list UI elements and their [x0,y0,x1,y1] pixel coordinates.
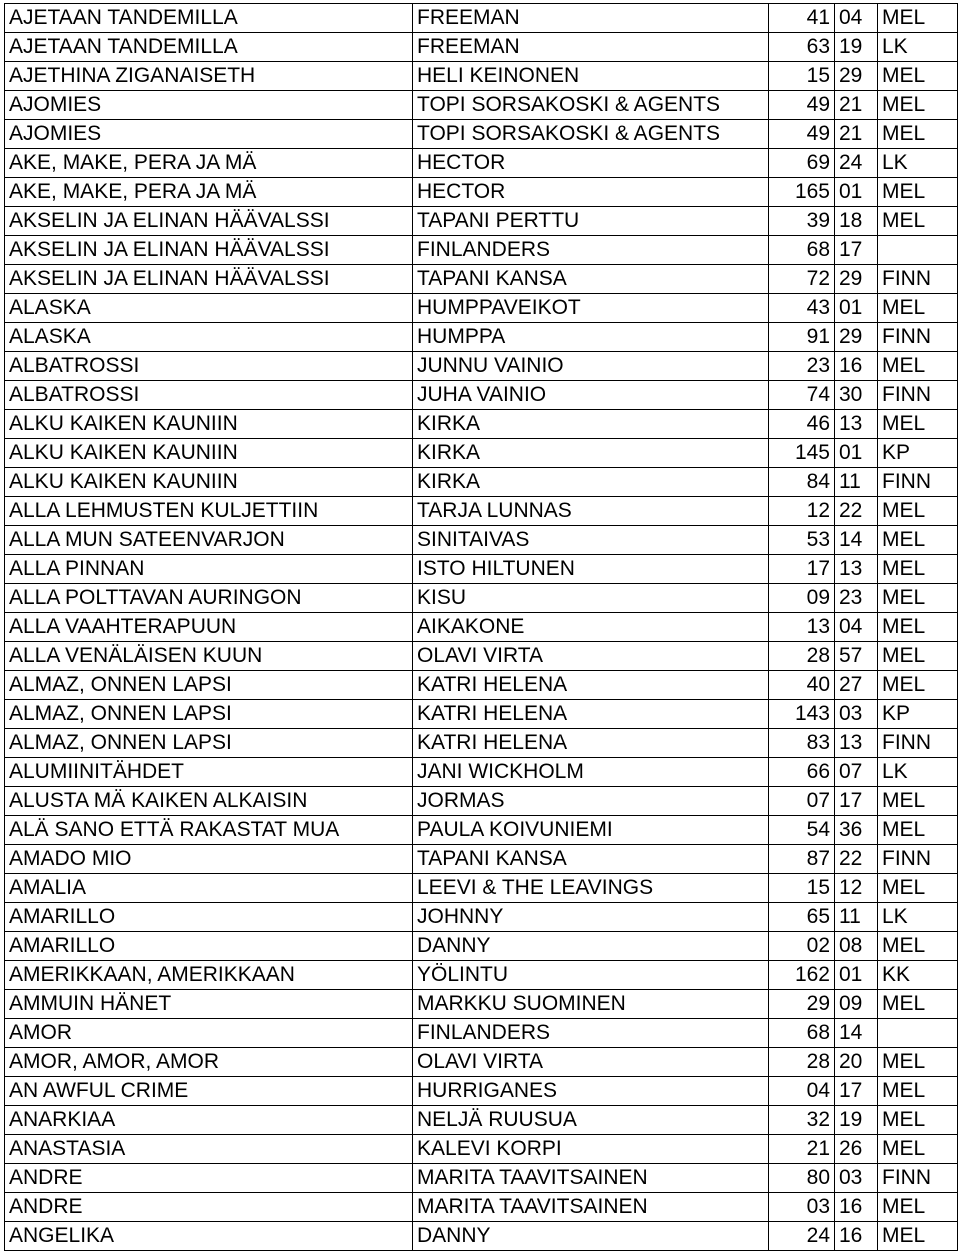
song-title-cell: AMADO MIO [5,845,413,874]
track-number-cell: 14 [835,526,878,555]
source-cell: MEL [878,1222,958,1251]
artist-cell: HECTOR [413,149,769,178]
table-row [5,1135,958,1164]
artist-cell: LEEVI & THE LEAVINGS [413,874,769,903]
volume-number-cell: 09 [769,584,835,613]
volume-number-cell: 66 [769,758,835,787]
table-row [5,1193,958,1222]
artist-cell: HUMPPAVEIKOT [413,294,769,323]
song-title-cell: AKE, MAKE, PERA JA MÄ [5,178,413,207]
track-number-cell: 13 [835,555,878,584]
track-number-cell: 01 [835,961,878,990]
track-number-cell: 27 [835,671,878,700]
volume-number-cell: 12 [769,497,835,526]
volume-number-cell: 49 [769,120,835,149]
table-row [5,555,958,584]
song-title-cell: ALÄ SANO ETTÄ RAKASTAT MUA [5,816,413,845]
volume-number-cell: 41 [769,4,835,33]
volume-number-cell: 15 [769,62,835,91]
track-number-cell: 12 [835,874,878,903]
source-cell: MEL [878,671,958,700]
track-number-cell: 03 [835,1164,878,1193]
track-number-cell: 11 [835,903,878,932]
table-row [5,990,958,1019]
song-title-cell: ALKU KAIKEN KAUNIIN [5,439,413,468]
track-number-cell: 11 [835,468,878,497]
table-row [5,758,958,787]
table-row [5,932,958,961]
song-title-cell: ALUSTA MÄ KAIKEN ALKAISIN [5,787,413,816]
artist-cell: DANNY [413,1222,769,1251]
song-title-cell: ANGELIKA [5,1222,413,1251]
source-cell: MEL [878,816,958,845]
table-row [5,1077,958,1106]
track-number-cell: 24 [835,149,878,178]
volume-number-cell: 84 [769,468,835,497]
artist-cell: KIRKA [413,439,769,468]
artist-cell: MARITA TAAVITSAINEN [413,1164,769,1193]
table-row [5,236,958,265]
artist-cell: TAPANI PERTTU [413,207,769,236]
track-number-cell: 17 [835,787,878,816]
song-title-cell: AJOMIES [5,91,413,120]
artist-cell: TOPI SORSAKOSKI & AGENTS [413,91,769,120]
song-title-cell: ALLA VENÄLÄISEN KUUN [5,642,413,671]
volume-number-cell: 63 [769,33,835,62]
source-cell: KP [878,439,958,468]
volume-number-cell: 165 [769,178,835,207]
table-row [5,874,958,903]
table-row [5,381,958,410]
volume-number-cell: 49 [769,91,835,120]
song-title-cell: AJOMIES [5,120,413,149]
table-row [5,149,958,178]
volume-number-cell: 15 [769,874,835,903]
source-cell: FINN [878,323,958,352]
source-cell: MEL [878,207,958,236]
song-title-cell: ANARKIAA [5,1106,413,1135]
track-number-cell: 13 [835,729,878,758]
artist-cell: HELI KEINONEN [413,62,769,91]
volume-number-cell: 02 [769,932,835,961]
artist-cell: JUHA VAINIO [413,381,769,410]
song-title-cell: AJETAAN TANDEMILLA [5,4,413,33]
table-row [5,207,958,236]
table-row [5,1048,958,1077]
song-title-cell: ALMAZ, ONNEN LAPSI [5,729,413,758]
volume-number-cell: 69 [769,149,835,178]
artist-cell: OLAVI VIRTA [413,642,769,671]
track-number-cell: 14 [835,1019,878,1048]
artist-cell: JUNNU VAINIO [413,352,769,381]
artist-cell: NELJÄ RUUSUA [413,1106,769,1135]
table-row [5,903,958,932]
track-number-cell: 01 [835,294,878,323]
song-title-cell: AKSELIN JA ELINAN HÄÄVALSSI [5,236,413,265]
track-number-cell: 04 [835,4,878,33]
artist-cell: PAULA KOIVUNIEMI [413,816,769,845]
source-cell: FINN [878,845,958,874]
track-number-cell: 09 [835,990,878,1019]
song-title-cell: ALUMIINITÄHDET [5,758,413,787]
artist-cell: KATRI HELENA [413,729,769,758]
source-cell: MEL [878,990,958,1019]
table-row [5,410,958,439]
song-title-cell: ALBATROSSI [5,381,413,410]
source-cell: LK [878,33,958,62]
song-rows [5,4,958,1251]
source-cell: FINN [878,1164,958,1193]
track-number-cell: 29 [835,265,878,294]
track-number-cell: 36 [835,816,878,845]
artist-cell: KIRKA [413,410,769,439]
artist-cell: HUMPPA [413,323,769,352]
table-row [5,729,958,758]
song-title-cell: ANDRE [5,1193,413,1222]
song-title-cell: ALKU KAIKEN KAUNIIN [5,410,413,439]
track-number-cell: 17 [835,1077,878,1106]
volume-number-cell: 03 [769,1193,835,1222]
table-row [5,845,958,874]
source-cell: FINN [878,729,958,758]
table-row [5,178,958,207]
table-row [5,1019,958,1048]
artist-cell: KALEVI KORPI [413,1135,769,1164]
table-row [5,468,958,497]
source-cell: MEL [878,178,958,207]
track-number-cell: 23 [835,584,878,613]
track-number-cell: 01 [835,178,878,207]
source-cell: MEL [878,352,958,381]
song-title-cell: AN AWFUL CRIME [5,1077,413,1106]
artist-cell: FINLANDERS [413,236,769,265]
track-number-cell: 01 [835,439,878,468]
track-number-cell: 29 [835,62,878,91]
track-number-cell: 04 [835,613,878,642]
source-cell: LK [878,149,958,178]
track-number-cell: 16 [835,1222,878,1251]
volume-number-cell: 80 [769,1164,835,1193]
artist-cell: YÖLINTU [413,961,769,990]
volume-number-cell: 65 [769,903,835,932]
volume-number-cell: 87 [769,845,835,874]
song-title-cell: ALLA VAAHTERAPUUN [5,613,413,642]
table-row [5,120,958,149]
artist-cell: MARITA TAAVITSAINEN [413,1193,769,1222]
track-number-cell: 26 [835,1135,878,1164]
volume-number-cell: 83 [769,729,835,758]
table-row [5,816,958,845]
song-title-cell: ALASKA [5,323,413,352]
source-cell: LK [878,903,958,932]
song-title-cell: AKSELIN JA ELINAN HÄÄVALSSI [5,207,413,236]
source-cell: MEL [878,932,958,961]
table-row [5,671,958,700]
source-cell [878,1019,958,1048]
track-number-cell: 30 [835,381,878,410]
artist-cell: SINITAIVAS [413,526,769,555]
track-number-cell: 08 [835,932,878,961]
song-title-cell: ALLA POLTTAVAN AURINGON [5,584,413,613]
artist-cell: DANNY [413,932,769,961]
song-title-cell: AMERIKKAAN, AMERIKKAAN [5,961,413,990]
volume-number-cell: 28 [769,1048,835,1077]
volume-number-cell: 07 [769,787,835,816]
song-title-cell: ALLA MUN SATEENVARJON [5,526,413,555]
volume-number-cell: 40 [769,671,835,700]
volume-number-cell: 53 [769,526,835,555]
volume-number-cell: 39 [769,207,835,236]
artist-cell: KATRI HELENA [413,700,769,729]
source-cell: MEL [878,1048,958,1077]
table-row [5,961,958,990]
song-title-cell: ALBATROSSI [5,352,413,381]
song-title-cell: AJETAAN TANDEMILLA [5,33,413,62]
song-title-cell: ANASTASIA [5,1135,413,1164]
song-title-cell: ALLA PINNAN [5,555,413,584]
track-number-cell: 57 [835,642,878,671]
volume-number-cell: 32 [769,1106,835,1135]
source-cell: MEL [878,410,958,439]
volume-number-cell: 72 [769,265,835,294]
table-row [5,526,958,555]
volume-number-cell: 17 [769,555,835,584]
artist-cell: TARJA LUNNAS [413,497,769,526]
source-cell: FINN [878,468,958,497]
table-row [5,439,958,468]
song-title-cell: AMARILLO [5,932,413,961]
source-cell: MEL [878,294,958,323]
artist-cell: TAPANI KANSA [413,845,769,874]
artist-cell: KIRKA [413,468,769,497]
artist-cell: OLAVI VIRTA [413,1048,769,1077]
artist-cell: HECTOR [413,178,769,207]
artist-cell: JOHNNY [413,903,769,932]
song-title-cell: AKE, MAKE, PERA JA MÄ [5,149,413,178]
source-cell: LK [878,758,958,787]
source-cell: KK [878,961,958,990]
artist-cell: JORMAS [413,787,769,816]
source-cell: KP [878,700,958,729]
artist-cell: FREEMAN [413,33,769,62]
table-row [5,265,958,294]
track-number-cell: 16 [835,1193,878,1222]
source-cell: MEL [878,613,958,642]
track-number-cell: 21 [835,91,878,120]
song-table [4,3,958,1251]
table-row [5,352,958,381]
track-number-cell: 29 [835,323,878,352]
source-cell: MEL [878,1193,958,1222]
track-number-cell: 17 [835,236,878,265]
artist-cell: AIKAKONE [413,613,769,642]
song-title-cell: AMALIA [5,874,413,903]
table-row [5,33,958,62]
table-row [5,613,958,642]
table-row [5,62,958,91]
artist-cell: KATRI HELENA [413,671,769,700]
source-cell: MEL [878,497,958,526]
volume-number-cell: 24 [769,1222,835,1251]
song-title-cell: ALLA LEHMUSTEN KULJETTIIN [5,497,413,526]
source-cell: MEL [878,642,958,671]
volume-number-cell: 145 [769,439,835,468]
song-title-cell: AMOR, AMOR, AMOR [5,1048,413,1077]
table-row [5,91,958,120]
volume-number-cell: 28 [769,642,835,671]
volume-number-cell: 23 [769,352,835,381]
source-cell [878,236,958,265]
artist-cell: FINLANDERS [413,1019,769,1048]
song-title-cell: AMMUIN HÄNET [5,990,413,1019]
table-row [5,1106,958,1135]
source-cell: MEL [878,120,958,149]
volume-number-cell: 43 [769,294,835,323]
volume-number-cell: 29 [769,990,835,1019]
table-row [5,294,958,323]
track-number-cell: 13 [835,410,878,439]
track-number-cell: 20 [835,1048,878,1077]
song-title-cell: AMOR [5,1019,413,1048]
artist-cell: JANI WICKHOLM [413,758,769,787]
volume-number-cell: 68 [769,236,835,265]
song-title-cell: ANDRE [5,1164,413,1193]
artist-cell: MARKKU SUOMINEN [413,990,769,1019]
table-row [5,642,958,671]
volume-number-cell: 46 [769,410,835,439]
volume-number-cell: 68 [769,1019,835,1048]
song-title-cell: ALKU KAIKEN KAUNIIN [5,468,413,497]
source-cell: MEL [878,4,958,33]
volume-number-cell: 54 [769,816,835,845]
artist-cell: TAPANI KANSA [413,265,769,294]
song-title-cell: ALMAZ, ONNEN LAPSI [5,671,413,700]
song-title-cell: ALMAZ, ONNEN LAPSI [5,700,413,729]
artist-cell: HURRIGANES [413,1077,769,1106]
table-row [5,497,958,526]
track-number-cell: 19 [835,1106,878,1135]
source-cell: MEL [878,91,958,120]
artist-cell: TOPI SORSAKOSKI & AGENTS [413,120,769,149]
artist-cell: KISU [413,584,769,613]
track-number-cell: 07 [835,758,878,787]
source-cell: MEL [878,1135,958,1164]
volume-number-cell: 21 [769,1135,835,1164]
volume-number-cell: 162 [769,961,835,990]
track-number-cell: 22 [835,497,878,526]
table-row [5,584,958,613]
song-title-cell: AJETHINA ZIGANAISETH [5,62,413,91]
table-row [5,1164,958,1193]
artist-cell: FREEMAN [413,4,769,33]
track-number-cell: 18 [835,207,878,236]
source-cell: MEL [878,584,958,613]
table-row [5,700,958,729]
table-row [5,323,958,352]
song-title-cell: AKSELIN JA ELINAN HÄÄVALSSI [5,265,413,294]
source-cell: MEL [878,555,958,584]
song-title-cell: AMARILLO [5,903,413,932]
song-title-cell: ALASKA [5,294,413,323]
volume-number-cell: 74 [769,381,835,410]
source-cell: MEL [878,787,958,816]
table-row [5,1222,958,1251]
source-cell: MEL [878,1106,958,1135]
source-cell: MEL [878,62,958,91]
track-number-cell: 03 [835,700,878,729]
track-number-cell: 19 [835,33,878,62]
source-cell: MEL [878,526,958,555]
table-row [5,4,958,33]
track-number-cell: 21 [835,120,878,149]
source-cell: MEL [878,1077,958,1106]
track-number-cell: 22 [835,845,878,874]
source-cell: FINN [878,265,958,294]
artist-cell: ISTO HILTUNEN [413,555,769,584]
source-cell: FINN [878,381,958,410]
table-row [5,787,958,816]
volume-number-cell: 04 [769,1077,835,1106]
volume-number-cell: 91 [769,323,835,352]
volume-number-cell: 143 [769,700,835,729]
track-number-cell: 16 [835,352,878,381]
source-cell: MEL [878,874,958,903]
volume-number-cell: 13 [769,613,835,642]
